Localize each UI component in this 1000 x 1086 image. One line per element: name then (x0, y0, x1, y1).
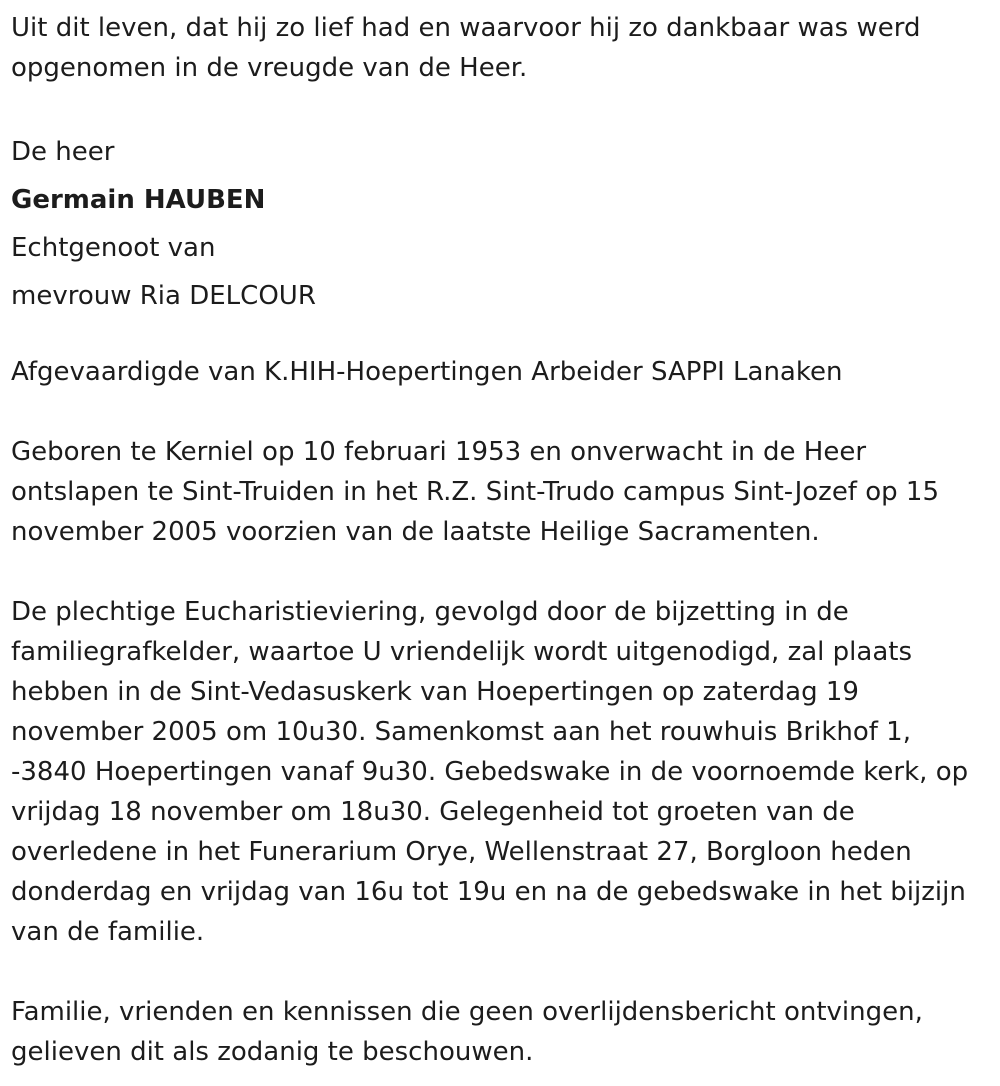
ceremony-line: De plechtige Eucharistieviering, gevolgd door de bijzetting in de (11, 597, 849, 627)
spouse-name: mevrouw Ria DELCOUR (11, 281, 316, 311)
birth-line: Geboren te Kerniel op 10 februari 1953 en onverwacht in de Heer (11, 437, 867, 467)
ceremony-line: -3840 Hoepertingen vanaf 9u30. Gebedswake in de voornoemde kerk, op (11, 757, 969, 787)
role-paragraph (11, 352, 1000, 392)
intro-line: opgenomen in de vreugde van de Heer. (11, 53, 528, 83)
intro-paragraph (11, 8, 1000, 88)
role-line: Afgevaardigde van K.HIH-Hoepertingen Arbeider SAPPI Lanaken (11, 357, 843, 387)
person-block (11, 128, 1000, 320)
ceremony-line: familiegrafkelder, waartoe U vriendelijk wordt uitgenodigd, zal plaats (11, 637, 912, 667)
birth-line: november 2005 voorzien van de laatste Heilige Sacramenten. (11, 517, 820, 547)
birth-paragraph (11, 432, 1000, 552)
ceremony-line: van de familie. (11, 917, 205, 947)
ceremony-line: hebben in de Sint-Vedasuskerk van Hoepertingen op zaterdag 19 (11, 677, 859, 707)
intro-line: Uit dit leven, dat hij zo lief had en waarvoor hij zo dankbaar was werd (11, 13, 921, 43)
ceremony-line: november 2005 om 10u30. Samenkomst aan het rouwhuis Brikhof 1, (11, 717, 911, 747)
relation-label: Echtgenoot van (11, 233, 216, 263)
closing-paragraph (11, 992, 1000, 1072)
salutation: De heer (11, 137, 115, 167)
closing-line: Familie, vrienden en kennissen die geen overlijdensbericht ontvingen, (11, 997, 923, 1027)
ceremony-line: overledene in het Funerarium Orye, Wellenstraat 27, Borgloon heden (11, 837, 912, 867)
closing-line: gelieven dit als zodanig te beschouwen. (11, 1037, 534, 1067)
birth-line: ontslapen te Sint-Truiden in het R.Z. Sint-Trudo campus Sint-Jozef op 15 (11, 477, 939, 507)
ceremony-line: donderdag en vrijdag van 16u tot 19u en na de gebedswake in het bijzijn (11, 877, 966, 907)
deceased-name: Germain HAUBEN (11, 185, 266, 215)
ceremony-line: vrijdag 18 november om 18u30. Gelegenheid tot groeten van de (11, 797, 855, 827)
ceremony-paragraph (11, 592, 1000, 952)
